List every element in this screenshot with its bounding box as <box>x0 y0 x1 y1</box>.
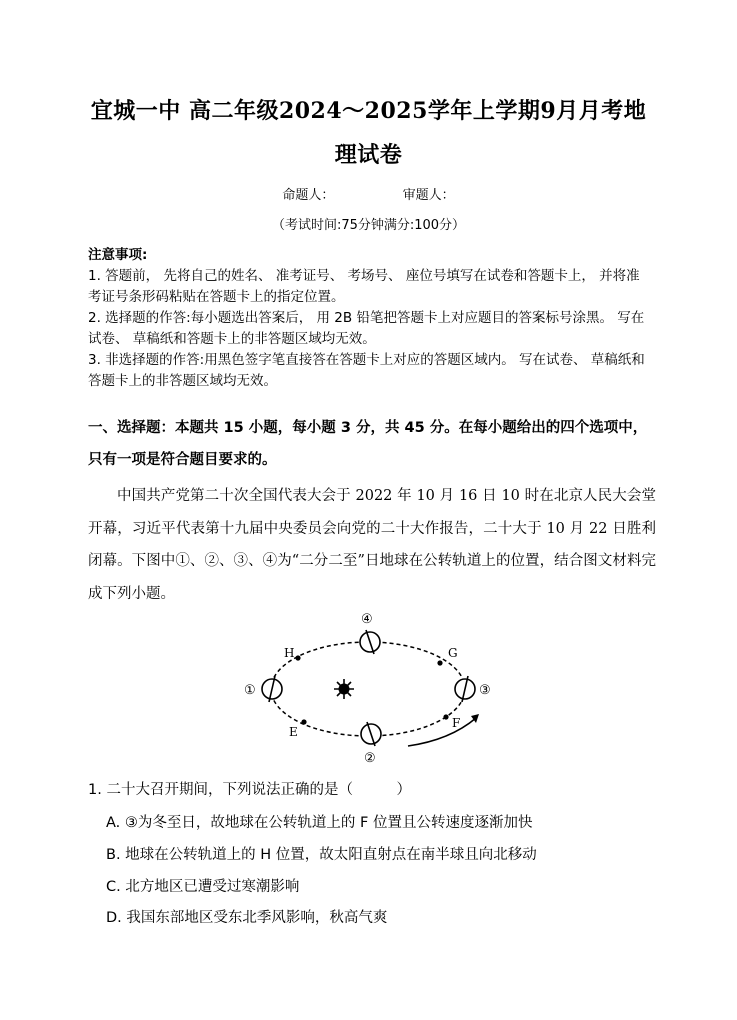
question-1-stem: 1. 二十大召开期间，下列说法正确的是（ ） <box>88 782 411 798</box>
notice-heading: 注意事项: <box>88 247 148 263</box>
position-label-1: ① <box>244 683 256 698</box>
point-g-dot <box>437 660 442 665</box>
notice-item-1: 1. 答题前， 先将自己的姓名、 准考证号、 考场号、 座位号填写在试卷和答题卡上， 并将准考证号条形码粘贴在答题卡上的指定位置。 <box>88 268 640 305</box>
earth-orbit-diagram <box>230 606 510 764</box>
earth-position-1-icon <box>262 676 282 702</box>
question-1-option-b: B. 地球在公转轨道上的 H 位置，故太阳直射点在南半球且向北移动 <box>106 847 537 863</box>
earth-position-4-icon <box>360 630 380 654</box>
question-1-option-c: C. 北方地区已遭受过寒潮影响 <box>106 879 300 895</box>
exam-title-line-1: 宜城一中 高二年级2024～2025学年上学期9月月考地 <box>90 98 647 124</box>
author-label: 命题人： <box>282 188 335 203</box>
revolution-direction-arrow <box>408 718 476 746</box>
orbit-ellipse <box>271 642 465 736</box>
point-h-dot <box>295 655 300 660</box>
point-e-dot <box>301 719 306 724</box>
question-material: 中国共产党第二十次全国代表大会于 2022 年 10 月 16 日 10 时在北京人民大会堂开幕，习近平代表第十九届中央委员会向党的二十大作报告，二十大于 10 月 22 日胜利闭幕。下图中①、②、③、④为“二分二至”日地球在公转轨道上的位置，结合图文材料完成下列小题。 <box>88 488 656 602</box>
point-label-h: H <box>284 646 295 660</box>
question-1-option-a: A. ③为冬至日，故地球在公转轨道上的 F 位置且公转速度逐渐加快 <box>106 815 533 831</box>
exam-time: （考试时间:75分钟满分:100分） <box>271 218 466 233</box>
point-label-e: E <box>289 725 298 739</box>
notice-item-3: 3. 非选择题的作答:用黑色签字笔直接答在答题卡上对应的答题区域内。 写在试卷、 草稿纸和答题卡上的非答题区域均无效。 <box>88 352 645 389</box>
position-label-2: ② <box>364 751 376 764</box>
question-1-option-d: D. 我国东部地区受东北季风影响，秋高气爽 <box>106 910 388 926</box>
earth-position-3-icon <box>455 676 475 702</box>
position-label-4: ④ <box>361 612 373 627</box>
section-heading: 一、选择题：本题共 15 小题，每小题 3 分，共 45 分。在每小题给出的四个选项中，只有一项是符合题目要求的。 <box>88 420 648 468</box>
point-label-f: F <box>452 716 461 730</box>
point-f-dot <box>443 714 448 719</box>
setter-line <box>0 184 737 203</box>
position-label-3: ③ <box>479 683 491 698</box>
exam-title-line-2: 理试卷 <box>334 142 403 168</box>
reviewer-label: 审题人： <box>402 188 455 203</box>
earth-position-2-icon <box>361 722 381 746</box>
notice-item-2: 2. 选择题的作答:每小题选出答案后， 用 2B 铅笔把答题卡上对应题目的答案标号涂黑。 写在试卷、 草稿纸和答题卡上的非答题区域均无效。 <box>88 310 645 347</box>
sun-icon <box>334 679 354 699</box>
point-label-g: G <box>448 646 458 660</box>
